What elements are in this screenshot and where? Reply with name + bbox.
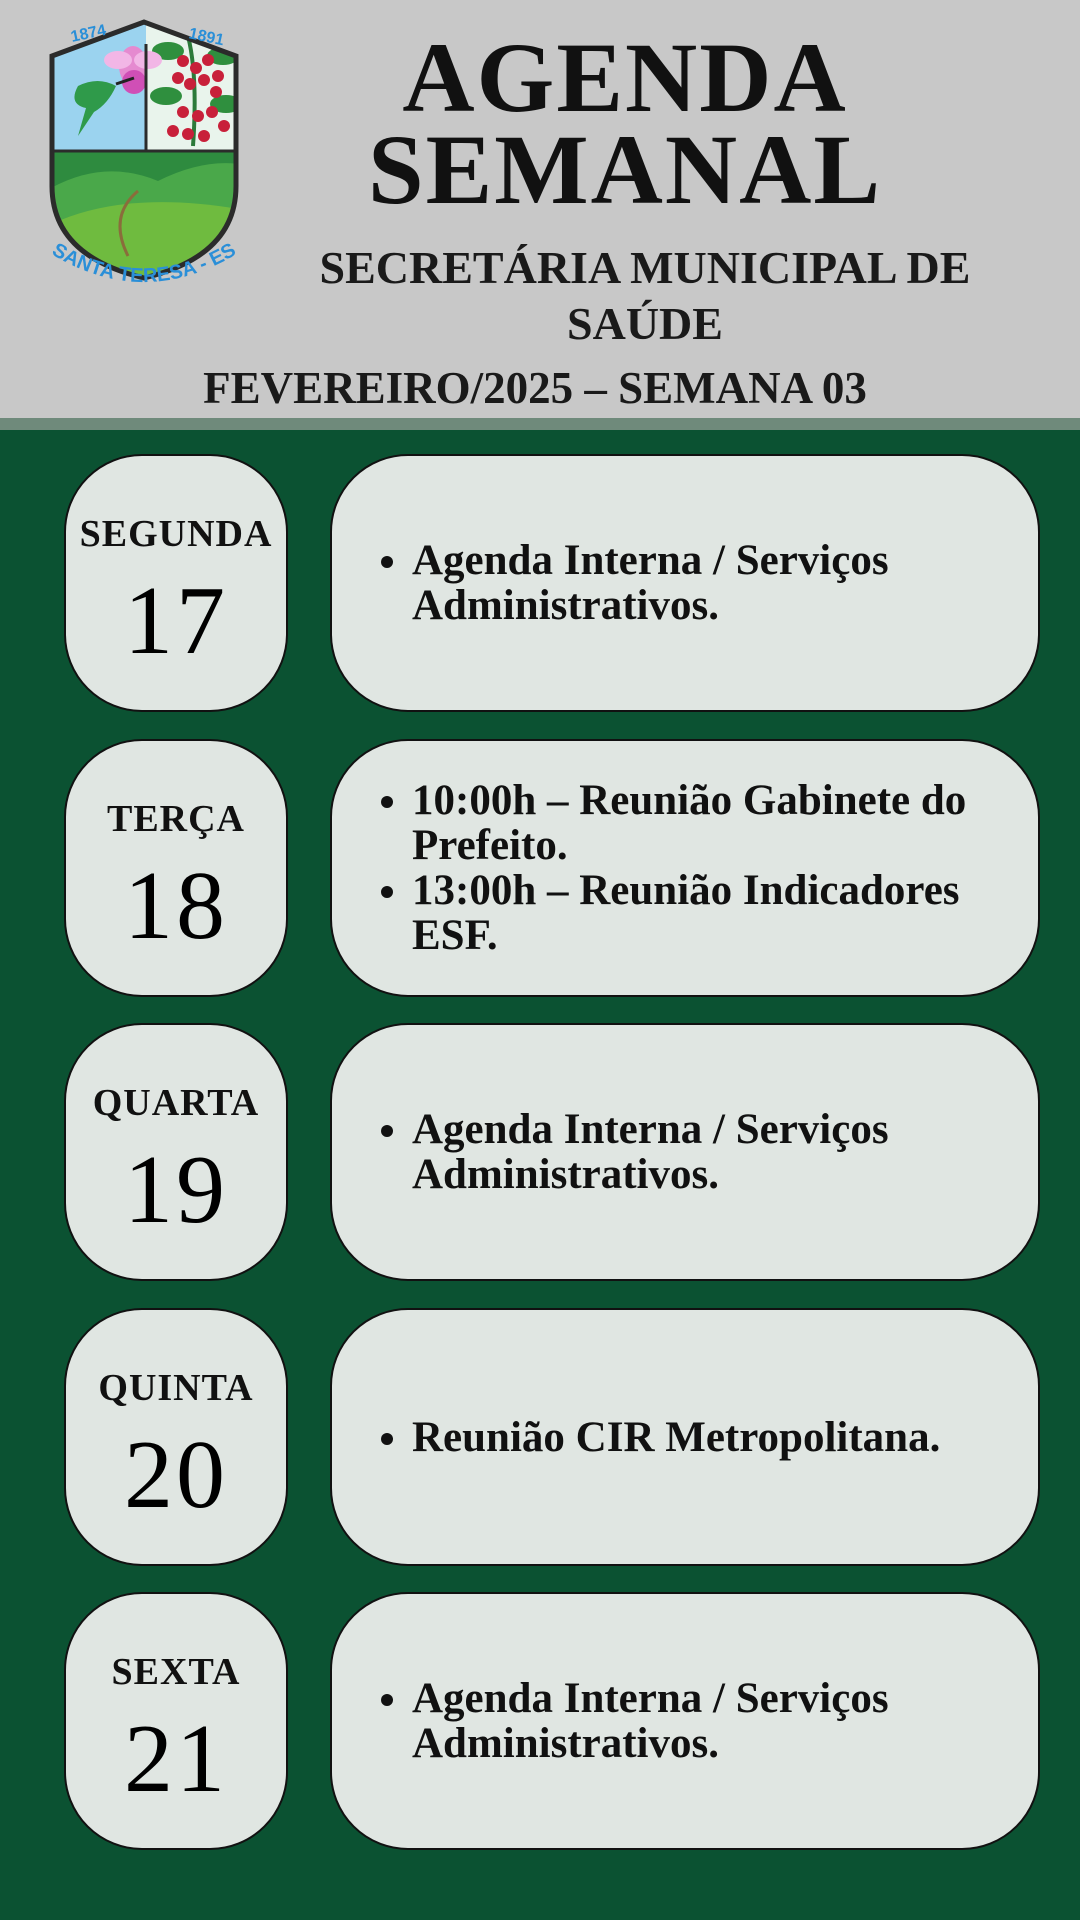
events-card-segunda — [330, 454, 1040, 712]
day-name: SEGUNDA — [79, 513, 273, 555]
day-number: 19 — [124, 1136, 228, 1244]
events-card-sexta — [330, 1592, 1040, 1850]
municipal-coat-of-arms-icon — [38, 16, 250, 298]
events-card-quinta — [330, 1308, 1040, 1566]
day-number: 18 — [124, 852, 228, 960]
page-title-line-1: AGENDA — [402, 22, 848, 133]
event-list — [332, 538, 1038, 628]
day-card-quarta — [64, 1023, 288, 1281]
day-number: 17 — [124, 567, 228, 675]
event-item: • 10:00h – Reunião Gabinete do Prefeito. — [412, 778, 1028, 868]
department-subtitle: SECRETÁRIA MUNICIPAL DE SAÚDE — [319, 242, 971, 349]
logo-year-left: 1874 — [69, 21, 108, 46]
day-card-terca — [64, 739, 288, 997]
page-title-line-2: SEMANAL — [367, 114, 883, 225]
day-card-sexta — [64, 1592, 288, 1850]
event-item: • Agenda Interna / Serviços Administrativos. — [412, 538, 1028, 628]
event-list — [332, 1415, 950, 1460]
event-list — [332, 1107, 1038, 1197]
event-item: • Agenda Interna / Serviços Administrativos. — [412, 1107, 1028, 1197]
week-label: FEVEREIRO/2025 – SEMANA 03 — [203, 363, 867, 413]
logo-year-right: 1891 — [187, 25, 226, 50]
day-card-quinta — [64, 1308, 288, 1566]
day-name: QUARTA — [92, 1082, 260, 1124]
day-name: SEXTA — [111, 1651, 241, 1693]
header-divider — [0, 418, 1080, 430]
day-name: TERÇA — [106, 798, 246, 840]
event-list — [332, 1676, 1038, 1766]
logo-banner-text: SANTA TERESA - ES — [48, 238, 240, 288]
day-card-segunda — [64, 454, 288, 712]
events-card-terca — [330, 739, 1040, 997]
event-list — [332, 778, 1038, 958]
event-item: • Agenda Interna / Serviços Administrativos. — [412, 1676, 1028, 1766]
day-number: 20 — [124, 1421, 228, 1529]
event-item: • 13:00h – Reunião Indicadores ESF. — [412, 868, 1028, 958]
day-number: 21 — [124, 1705, 228, 1813]
event-item: • Reunião CIR Metropolitana. — [412, 1415, 940, 1460]
day-name: QUINTA — [98, 1367, 254, 1409]
events-card-quarta — [330, 1023, 1040, 1281]
